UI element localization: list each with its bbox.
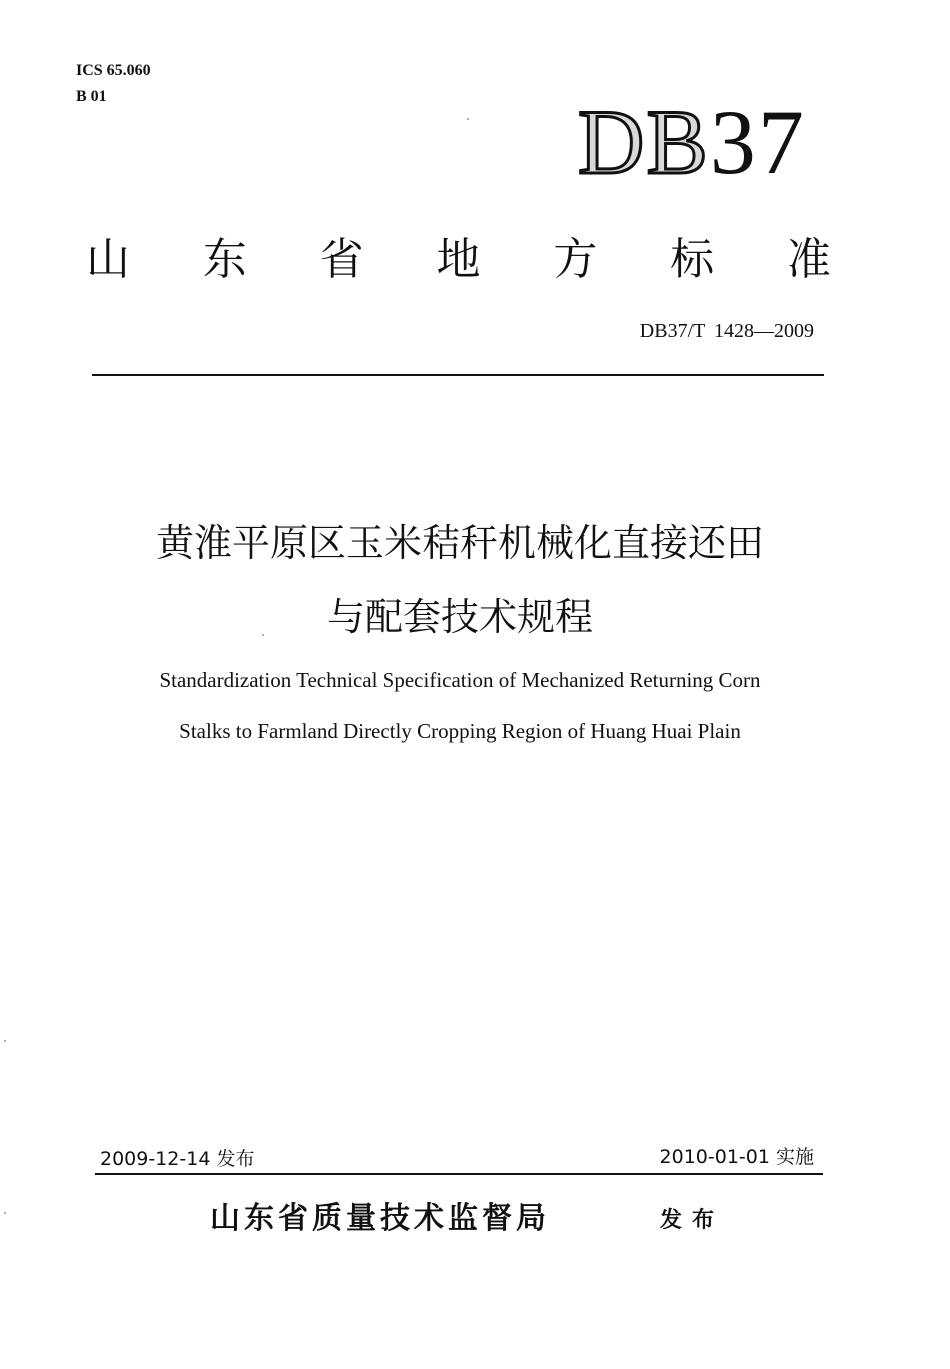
db-logo-number: 37 <box>709 91 806 193</box>
issuing-action: 发布 <box>660 1208 725 1233</box>
scan-speck <box>4 1040 6 1042</box>
standard-type-char: 省 <box>319 234 364 285</box>
standard-type-char: 方 <box>553 234 598 285</box>
scan-speck <box>262 634 264 636</box>
standard-type-char: 准 <box>786 234 831 285</box>
standard-type-char: 标 <box>670 234 715 285</box>
standard-type-char: 地 <box>436 234 481 285</box>
db37-logo <box>578 92 806 192</box>
standard-number: DB37/T 1428—2009 <box>639 320 814 342</box>
ics-code: ICS 65.060 <box>76 62 151 79</box>
top-divider <box>92 374 824 376</box>
standard-type-char: 东 <box>202 234 247 285</box>
title-chinese-line-2: 与配套技术规程 <box>326 595 593 639</box>
standard-type-heading <box>86 232 831 288</box>
issue-date: 2009-12-14 发布 <box>100 1148 255 1170</box>
title-chinese-line-1: 黄淮平原区玉米秸秆机械化直接还田 <box>155 521 764 565</box>
db-logo-letters: DB <box>578 91 710 193</box>
bottom-divider <box>95 1173 823 1175</box>
scan-speck <box>4 1212 6 1214</box>
implementation-date: 2010-01-01 实施 <box>659 1146 814 1168</box>
title-english-line-2: Stalks to Farmland Directly Cropping Region of Huang Huai Plain <box>179 719 741 743</box>
title-english-line-1: Standardization Technical Specification of Mechanized Returning Corn <box>159 668 761 692</box>
issuing-authority: 山东省质量技术监督局 <box>210 1201 550 1236</box>
ccs-code: B 01 <box>76 88 107 105</box>
scan-speck <box>467 118 469 120</box>
classification-codes <box>76 58 151 110</box>
standard-type-char: 山 <box>86 234 130 285</box>
